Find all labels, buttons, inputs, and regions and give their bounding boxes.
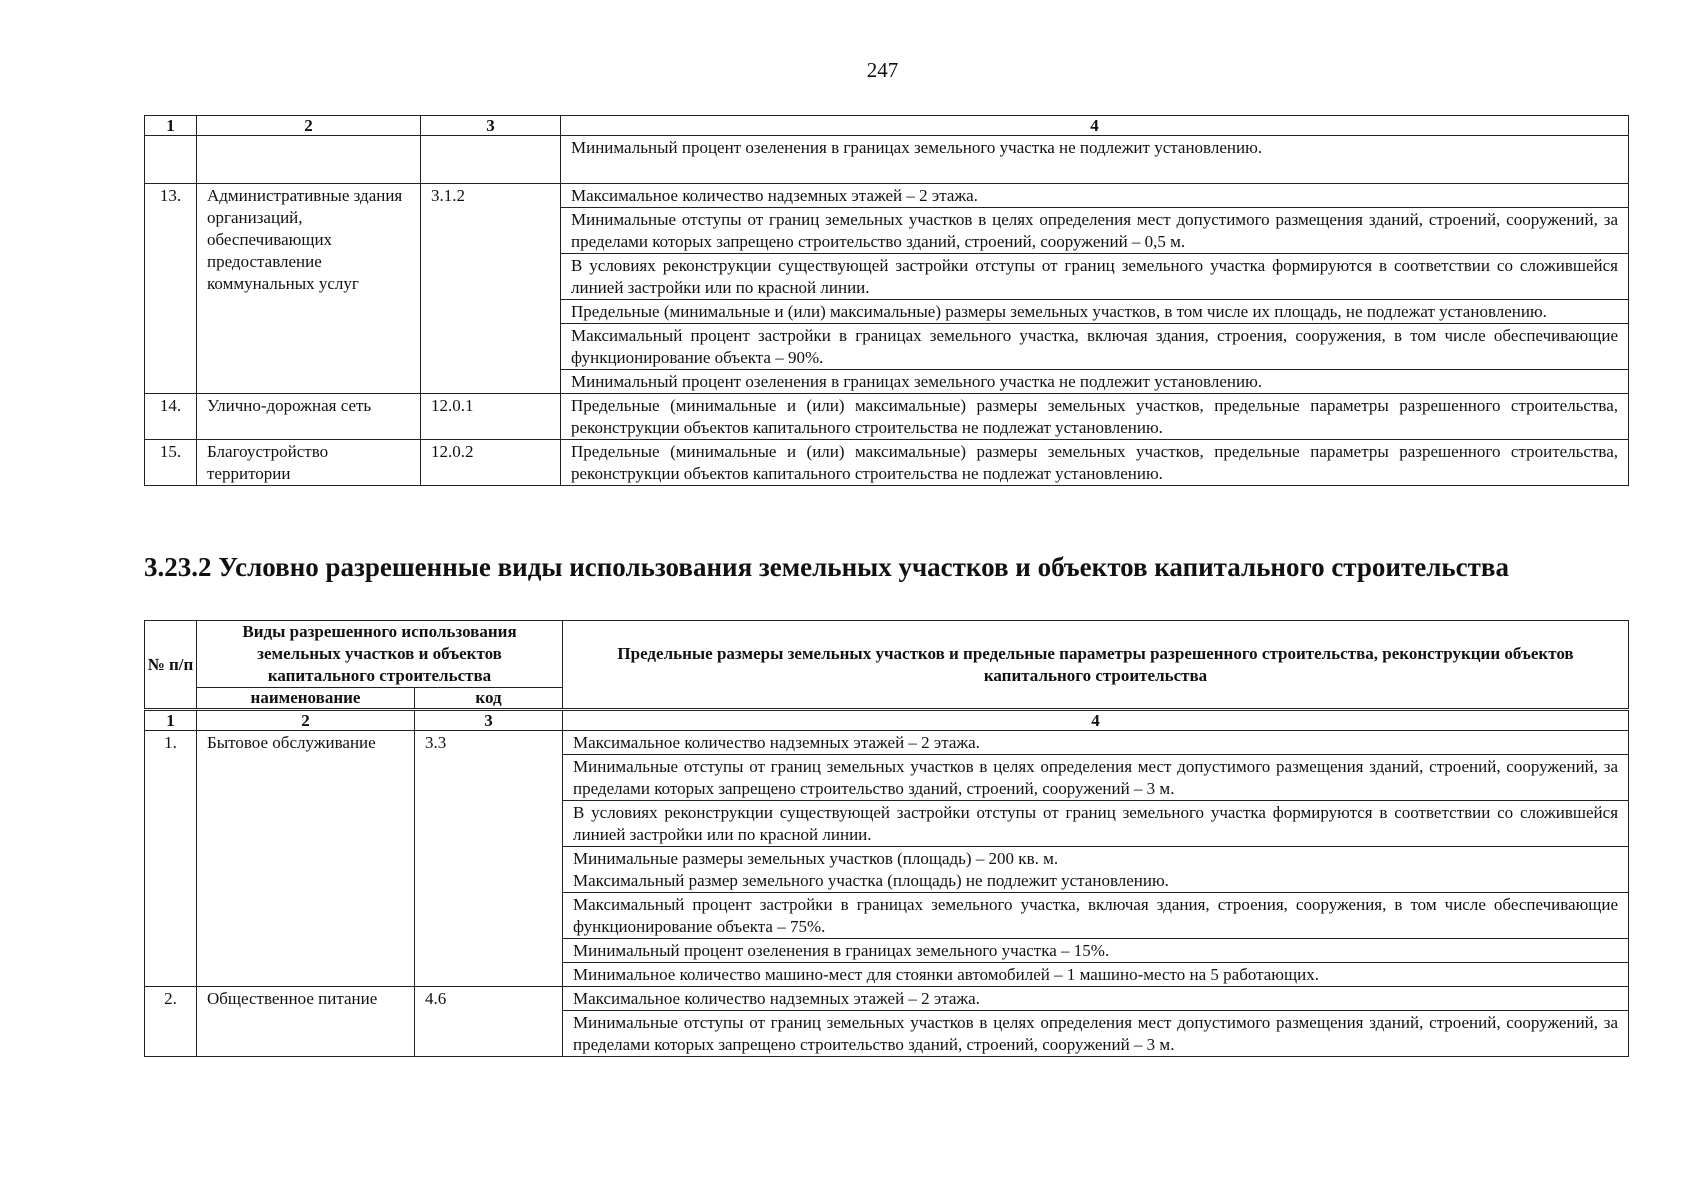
header-params: Предельные размеры земельных участков и предельные параметры разрешенного строительства, реконструкции объектов капитального строительства: [563, 621, 1629, 710]
row-number: 15.: [145, 440, 197, 486]
param-cell: Минимальные отступы от границ земельных участков в целях определения мест допустимого размещения зданий, строений, сооружений, за пределами которых запрещено строительство зданий, строений, сооружений – 3 м.: [563, 755, 1629, 801]
param-cell: [563, 847, 1629, 893]
use-name: Бытовое обслуживание: [197, 731, 415, 987]
param-cell: Максимальное количество надземных этажей – 2 этажа.: [561, 184, 1629, 208]
column-number-row: [145, 710, 1629, 731]
param-line: Максимальный размер земельного участка (площадь) не подлежит установлению.: [573, 871, 1169, 890]
use-name: Благоустройство территории: [197, 440, 421, 486]
param-cell: Максимальное количество надземных этажей – 2 этажа.: [563, 731, 1629, 755]
table-header-row: [145, 621, 1629, 688]
use-name: Улично-дорожная сеть: [197, 394, 421, 440]
param-cell: Минимальные отступы от границ земельных участков в целях определения мест допустимого размещения зданий, строений, сооружений, за пределами которых запрещено строительство зданий, строений, сооружений – 3 м.: [563, 1011, 1629, 1057]
column-number: 1: [145, 116, 197, 136]
page-number: 247: [866, 58, 899, 82]
column-number: 2: [197, 116, 421, 136]
table-row: [145, 136, 1629, 184]
param-cell: Максимальное количество надземных этажей – 2 этажа.: [563, 987, 1629, 1011]
param-cell: Предельные (минимальные и (или) максимальные) размеры земельных участков, предельные параметры разрешенного строительства, реконструкции объектов капитального строительства не подлежат установлению.: [561, 440, 1629, 486]
param-cell: Минимальный процент озеленения в границах земельного участка не подлежит установлению.: [561, 136, 1629, 184]
column-number: 4: [561, 116, 1629, 136]
param-cell: В условиях реконструкции существующей застройки отступы от границ земельного участка формируются в соответствии со сложившейся линией застройки или по красной линии.: [563, 801, 1629, 847]
column-number: 4: [563, 710, 1629, 731]
table-row: [145, 394, 1629, 440]
column-number: 3: [415, 710, 563, 731]
table-row: [145, 184, 1629, 208]
param-cell: Минимальный процент озеленения в границах земельного участка – 15%.: [563, 939, 1629, 963]
table-row: [145, 987, 1629, 1011]
param-cell: Предельные (минимальные и (или) максимальные) размеры земельных участков, предельные параметры разрешенного строительства, реконструкции объектов капитального строительства не подлежат установлению.: [561, 394, 1629, 440]
param-cell: Предельные (минимальные и (или) максимальные) размеры земельных участков, в том числе их площадь, не подлежат установлению.: [561, 300, 1629, 324]
param-cell: Максимальный процент застройки в границах земельного участка, включая здания, строения, сооружения, в том числе обеспечивающие функционирование объекта – 75%.: [563, 893, 1629, 939]
use-code: 12.0.2: [421, 440, 561, 486]
param-cell: В условиях реконструкции существующей застройки отступы от границ земельного участка формируются в соответствии со сложившейся линией застройки или по красной линии.: [561, 254, 1629, 300]
section-title: 3.23.2 Условно разрешенные виды использования земельных участков и объектов капитального строительства: [144, 552, 1509, 582]
conditional-uses-table: [144, 620, 1629, 1057]
table-row: [145, 731, 1629, 755]
param-cell: Минимальное количество машино-мест для стоянки автомобилей – 1 машино-место на 5 работающих.: [563, 963, 1629, 987]
row-number: 1.: [145, 731, 197, 987]
row-number: 2.: [145, 987, 197, 1057]
header-use-group: Виды разрешенного использования земельных участков и объектов капитального строительства: [197, 621, 563, 688]
column-number: 1: [145, 710, 197, 731]
header-code: код: [415, 688, 563, 710]
use-code: 3.1.2: [421, 184, 561, 394]
use-code: 4.6: [415, 987, 563, 1057]
use-name: Общественное питание: [197, 987, 415, 1057]
use-code: 3.3: [415, 731, 563, 987]
param-cell: Минимальные отступы от границ земельных участков в целях определения мест допустимого размещения зданий, строений, сооружений, за пределами которых запрещено строительство зданий, строений, сооружений – 0,5 м.: [561, 208, 1629, 254]
row-number: 13.: [145, 184, 197, 394]
row-number: 14.: [145, 394, 197, 440]
header-name: наименование: [197, 688, 415, 710]
use-name: Административные здания организаций, обеспечивающих предоставление коммунальных услуг: [197, 184, 421, 394]
param-cell: Максимальный процент застройки в границах земельного участка, включая здания, строения, сооружения, в том числе обеспечивающие функционирование объекта – 90%.: [561, 324, 1629, 370]
param-line: Минимальные размеры земельных участков (площадь) – 200 кв. м.: [573, 849, 1059, 868]
regulations-table-continued: [144, 115, 1629, 486]
header-number: № п/п: [145, 621, 197, 710]
use-code: 12.0.1: [421, 394, 561, 440]
column-number-row: [145, 116, 1629, 136]
param-cell: Минимальный процент озеленения в границах земельного участка не подлежит установлению.: [561, 370, 1629, 394]
column-number: 3: [421, 116, 561, 136]
table-row: [145, 440, 1629, 486]
column-number: 2: [197, 710, 415, 731]
